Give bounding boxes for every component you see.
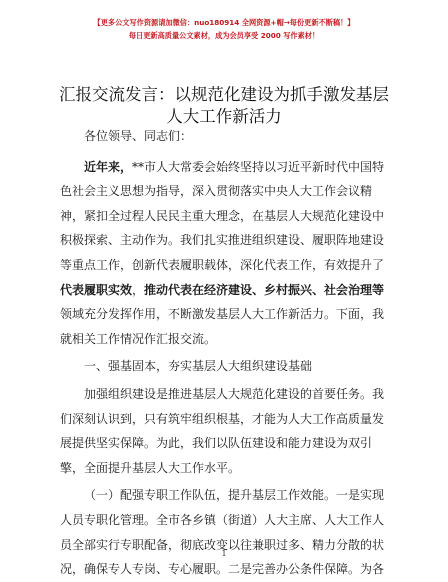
- document-title-line-1: 汇报交流发言：以规范化建设为抓手激发基层: [59, 85, 389, 104]
- subsection-1-line-4: 况，确保专人专岗、专心履职。二是完善办公条件保障。为各: [60, 562, 385, 577]
- subsection-1-line-2: 人员专职化管理。全市各乡镇（街道）人大主席、人大工作人: [60, 512, 385, 527]
- promo-banner-line-2: 每日更新高质量公文素材，成为会员享受 2000 写作素材！: [128, 31, 320, 40]
- intro-line-1-text: **市人大常委会始终坚持以习近平新时代中国特: [132, 159, 385, 174]
- section-1-paragraph-line-3: 展提供坚实保障。为此，我们以队伍建设和能力建设为双引: [60, 436, 373, 451]
- intro-line-3: 神，紧扣全过程人民民主重大理念，在基层人大规范化建设中: [60, 208, 385, 223]
- salutation: 各位领导、同志们：: [84, 129, 193, 143]
- intro-bold-phrase-1: 代表履职实效: [60, 282, 133, 297]
- intro-line-2: 色社会主义思想为指导，深入贯彻落实中央人大工作会议精: [60, 184, 373, 199]
- intro-line-8: 就相关工作情况作汇报交流。: [60, 331, 217, 346]
- subsection-1-line-3: 员全部实行专职配备，彻底改变以往兼职过多、精力分散的状: [60, 537, 385, 552]
- section-1-paragraph-line-4: 擎，全面提升基层人大工作水平。: [60, 460, 241, 475]
- intro-bold-phrase-2: 推动代表在经济建设、乡村振兴、社会治理等: [144, 282, 385, 297]
- intro-line-1: [60, 155, 390, 180]
- promo-banner-line-1: 【更多公文写作资源请加微信：nuo180914 全网资源+帽→每份更新不断稿！】: [93, 18, 355, 27]
- section-1-heading: 一、强基固本，夯实基层人大组织建设基础: [84, 359, 313, 374]
- intro-line-6-comma: ，: [132, 282, 145, 297]
- intro-line-6: [60, 278, 390, 303]
- document-title-line-2: 人大工作新活力: [166, 107, 282, 126]
- intro-line-7: 领域充分发挥作用，不断激发基层人大工作新活力。下面，我: [60, 307, 385, 322]
- section-1-paragraph-line-2: 们深刻认识到，只有筑牢组织根基，才能为人大工作高质量发: [60, 411, 385, 426]
- document-body: [60, 124, 390, 582]
- intro-line-4: 积极探索、主动作为。我们扎实推进组织建设、履职阵地建设: [60, 233, 385, 248]
- intro-bold-lead: 近年来，: [84, 159, 133, 174]
- intro-line-5: 等重点工作，创新代表履职载体，深化代表工作，有效提升了: [60, 257, 385, 272]
- page-number: 1: [221, 549, 227, 558]
- section-1-paragraph-line-1: 加强组织建设是推进基层人大规范化建设的首要任务。我: [84, 386, 385, 401]
- subsection-1-line-1: （一）配强专职工作队伍，提升基层工作效能。一是实现: [84, 488, 385, 503]
